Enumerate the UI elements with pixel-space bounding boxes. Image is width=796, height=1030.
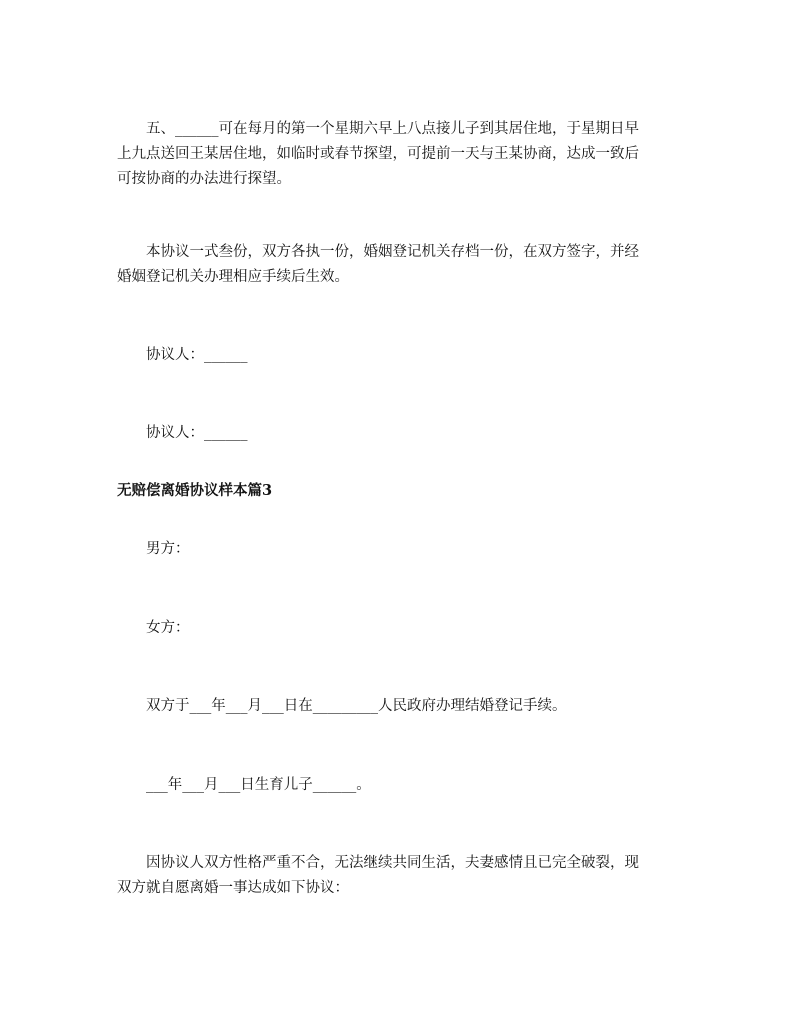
paragraph-copies-clause <box>117 240 682 290</box>
paragraph-divorce-reason <box>117 851 682 901</box>
female-party-label: 女方： <box>146 620 190 636</box>
text-line: 上九点送回王某居住地，如临时或春节探望，可提前一天与王某协商，达成一致后 <box>117 146 639 162</box>
section-heading: 无赔偿离婚协议样本篇3 <box>117 482 273 499</box>
signer-line-1: 协议人：______ <box>146 347 248 363</box>
text-line: 可按协商的办法进行探望。 <box>117 171 291 187</box>
text-line: 婚姻登记机关办理相应手续后生效。 <box>117 269 349 285</box>
text-line: 因协议人双方性格严重不合，无法继续共同生活，夫妻感情且已完全破裂，现 <box>146 855 639 871</box>
text-line: 本协议一式叁份，双方各执一份，婚姻登记机关存档一份，在双方签字，并经 <box>146 244 639 260</box>
paragraph-visitation-clause <box>117 117 682 192</box>
signer-line-2: 协议人：______ <box>146 425 248 441</box>
male-party-label: 男方： <box>146 541 190 557</box>
marriage-registration-line: 双方于___年___月___日在_________人民政府办理结婚登记手续。 <box>146 698 567 714</box>
son-birth-line: ___年___月___日生育儿子______。 <box>146 777 371 793</box>
text-line: 五、______可在每月的第一个星期六早上八点接儿子到其居住地，于星期日早 <box>146 121 639 137</box>
text-line: 双方就自愿离婚一事达成如下协议： <box>117 880 349 896</box>
